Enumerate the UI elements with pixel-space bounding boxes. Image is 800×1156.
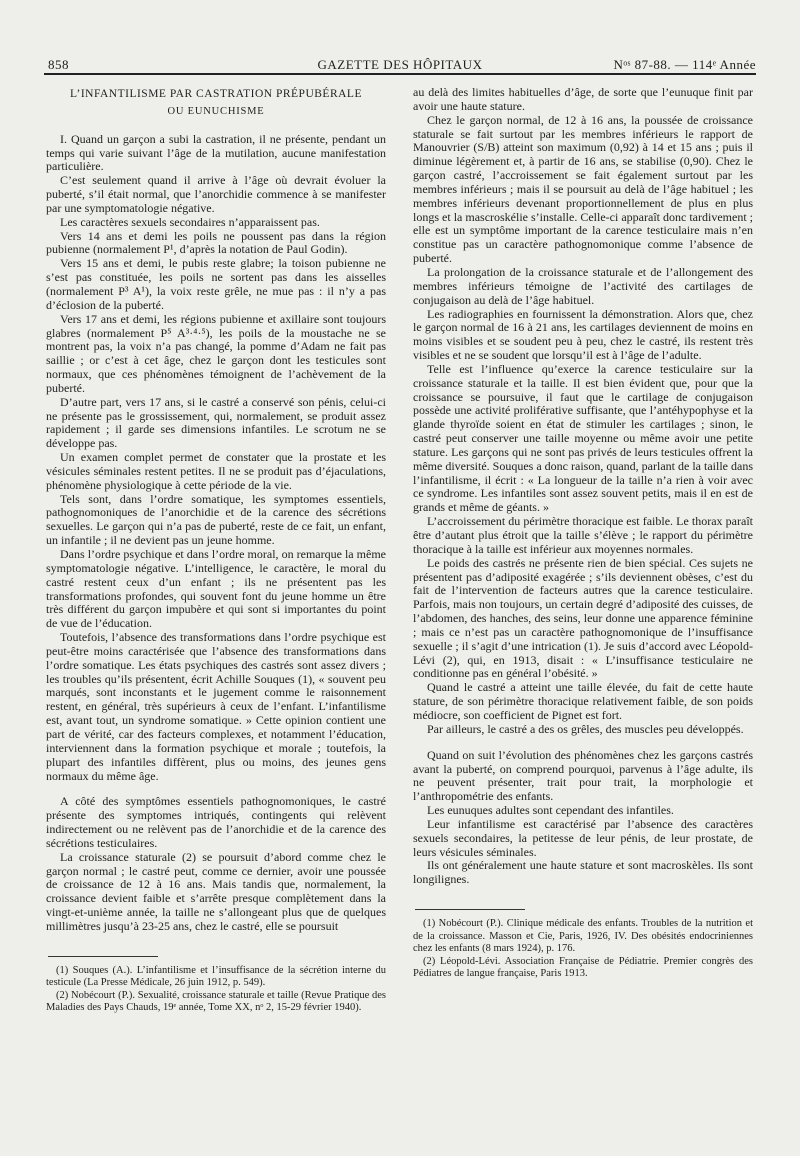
paragraph: Toutefois, l’absence des transformations dans l’ordre psychique est peut-être moins caractérisée que l’absence des transformations dans l’ordre somatique. Les états psychiques des castrés sont assez divers ; les troubles qu’ils présentent, écrit Achille Souques (1), « souvent peu marqués, sont inconstants et le jugement comme le raisonnement restent, en général, très supérieurs à ceux de l’enfant. L’infantilisme est, avant tout, un syndrome somatique. » Cette opinion contient une part de vérité, car des facteurs complexes, et notamment l’éducation, interviennent dans la formation psychique et morale ; toutefois, la plupart des infantiles diffèrent, plus ou moins, des jeunes gens normaux du même âge. bbox=[46, 630, 386, 783]
paragraph: Quand on suit l’évolution des phénomènes chez les garçons castrés avant la puberté, on comprend pourquoi, parvenus à l’âge adulte, ils ne peuvent présenter, trait pour trait, la morphologie et l’anthropométrie des enfants. bbox=[413, 747, 753, 804]
right-column bbox=[413, 86, 753, 981]
section-gap bbox=[413, 737, 753, 749]
footnote-rule bbox=[415, 909, 525, 910]
paragraph: Les radiographies en fournissent la démonstration. Alors que, chez le garçon normal de 16 à 21 ans, les cartilages deviennent de moins en moins visibles et se soudent peu à peu, chez le castré, ils restent très visibles et ne se soudent que lorsqu’il est à l’âge de l’adulte. bbox=[413, 306, 753, 363]
running-header bbox=[44, 55, 756, 73]
paragraph: Leur infantilisme est caractérisé par l’absence des caractères sexuels secondaires, la petitesse de leur pénis, de leur prostate, de leurs vésicules séminales. bbox=[413, 816, 753, 859]
paragraph: Les caractères sexuels secondaires n’apparaissent pas. bbox=[60, 214, 320, 229]
page-number: 858 bbox=[48, 57, 69, 72]
paragraph: L’accroissement du périmètre thoracique est faible. Le thorax paraît être d’autant plus étroit que la taille s’élève ; le rapport du périmètre thoracique à la taille est inférieur aux moyennes normales. bbox=[413, 514, 753, 556]
footnote: (1) Nobécourt (P.). Clinique médicale des enfants. Troubles de la nutrition et de la croissance. Masson et Cie, Paris, 1926, IV. Des obésités endocriniennes chez les enfants (8 mars 1924), p. 176. bbox=[413, 918, 753, 955]
paragraph: La croissance staturale (2) se poursuit d’abord comme chez le garçon normal ; le castré peut, comme ce dernier, avoir une poussée de croissance de 12 à 16 ans. Mais tandis que, normalement, la croissance devient faible et s’arrête presque complètement dans la vingt-et-unième année, la taille ne s’allongeant plus que de quelques millimètres jusqu’à 23-25 ans, chez le castré, elle se poursuit bbox=[46, 849, 386, 933]
paragraph: Quand le castré a atteint une taille élevée, du fait de cette haute stature, de son périmètre thoracique relativement faible, de son poids médiocre, son coefficient de Pignet est fort. bbox=[413, 680, 753, 722]
paragraph: Le poids des castrés ne présente rien de bien spécial. Ces sujets ne présentent pas d’adiposité exagérée ; s’ils deviennent obèses, c’est du fait de l’intervention de facteurs autres que la carence testiculaire. Parfois, mais non toujours, un certain degré d’adiposité des cuisses, de l’abdomen, des hanches, des seins, leur donne une apparence féminine ; mais ce n’est pas un caractère pathognomonique de l’insuffisance sexuelle ; il s’agit d’une intrication (1). Je suis d’accord avec Léopold-Lévi (2), qui, en 1913, disait : « L’insuffisance testiculaire ne conditionne pas en général l’obésité. » bbox=[413, 555, 753, 681]
footnote: (2) Léopold-Lévi. Association Française de Pédiatrie. Premier congrès des Pédiatres de langue française, Paris 1913. bbox=[413, 955, 753, 980]
paragraph: Vers 14 ans et demi les poils ne poussent pas dans la région pubienne (normalement P¹, d’après la notation de Paul Godin). bbox=[46, 228, 386, 257]
footnote: (2) Nobécourt (P.). Sexualité, croissance staturale et taille (Revue Pratique des Maladies des Pays Chauds, 19ᵉ année, Tome XX, nᵒ 2, 15-29 février 1940). bbox=[46, 989, 386, 1014]
running-title: GAZETTE DES HÔPITAUX bbox=[317, 57, 483, 72]
issue-info: Nᵒˢ 87-88. — 114ᵉ Année bbox=[613, 57, 756, 72]
paragraph: C’est seulement quand il arrive à l’âge où devrait évoluer la puberté, s’il était normal, que l’anorchidie commence à se manifester par une symptomatologie négative. bbox=[46, 173, 386, 215]
header-rule bbox=[44, 73, 756, 75]
paragraph: Ils ont généralement une haute stature et sont macroskèles. Ils sont longilignes. bbox=[413, 858, 753, 887]
paragraph: au delà des limites habituelles d’âge, de sorte que l’eunuque finit par avoir une haute stature. bbox=[413, 85, 753, 113]
paragraph: A côté des symptômes essentiels pathognomoniques, le castré présente des symptomes intriqués, contingents qui relèvent indirectement ou ne relèvent pas de l’anorchidie et de la carence des sécrétions testiculaires. bbox=[46, 794, 386, 850]
paragraph: Par ailleurs, le castré a des os grêles, des muscles peu développés. bbox=[427, 721, 744, 736]
paragraph: Vers 17 ans et demi, les régions pubienne et axillaire sont toujours glabres (normalement P⁵ A³·⁴·⁵), les poils de la moustache ne se montrent pas, la voix n’a pas changé, la pomme d’Adam ne fait pas saillie ; or c’est à cet âge, chez le garçon dont les testicules sont normaux, que ces phénomènes témoignent de l’achèvement de la puberté. bbox=[46, 311, 386, 395]
paragraph: Telle est l’influence qu’exerce la carence testiculaire sur la croissance staturale et la taille. Il est bien évident que, pour que la croissance se poursuive, il faut que le cartilage de conjugaison possède une activité proliférative suffisante, que l’antéhypophyse et la glande thyroïde soient en état de stimuler les cartilages ; sinon, le castré peut conserver une taille moyenne ou même avoir une petite stature. Les garçons qui ne sont pas privés de leurs testicules offrent la même diversité. Souques a donc raison, quand, parlant de la taille dans l’infantilisme, il écrit : « La longueur de la taille n’a rien à voir avec ce syndrome. Les infantiles sont assez souvent petits, mais il en est de grands et même de géants. » bbox=[413, 361, 753, 515]
section-title: L’INFANTILISME PAR CASTRATION PRÉPUBÉRALE bbox=[70, 88, 362, 100]
footnote-rule bbox=[48, 956, 158, 957]
section-subtitle: OU EUNUCHISME bbox=[167, 105, 265, 117]
paragraph: D’autre part, vers 17 ans, si le castré a conservé son pénis, celui-ci ne présente pas le grossissement, qui, normalement, se produit assez rapidement ; il garde ses dimensions infantiles. Le scrotum ne se développe pas. bbox=[46, 394, 386, 451]
paragraph: Les eunuques adultes sont cependant des infantiles. bbox=[427, 803, 674, 818]
paragraph: Chez le garçon normal, de 12 à 16 ans, la poussée de croissance staturale se fait surtout par les membres inférieurs le rapport de Manouvrier (S/B) atteint son maximum (0,92) à 14 et 15 ans ; puis il diminue légèrement et, à partir de 16 ans, se stabilise (0,90). Chez le garçon castré, l’accroissement se fait également surtout par les membres inférieurs ; mais il se poursuit au delà de l’âge habituel ; les membres inférieurs devenant proportionnellement de plus en plus longs et la mascroskélie s’installe. Celle-ci apparaît donc tardivement ; elle est un symptôme important de la carence testiculaire mais n’en constitue pas un caractère pathognomonique comme l’absence de puberté. bbox=[413, 112, 753, 266]
left-column bbox=[46, 86, 386, 1015]
paragraph: Tels sont, dans l’ordre somatique, les symptomes essentiels, pathognomoniques de l’anorchidie et de la carence des sécrétions sexuelles. Le garçon qui n’a pas de puberté, reste de ce fait, un enfant, un infantile ; il ne devient pas un jeune homme. bbox=[46, 491, 386, 548]
paragraph: La prolongation de la croissance staturale et de l’allongement des membres inférieurs témoigne de l’activité des cartilages de conjugaison au delà de l’âge habituel. bbox=[413, 264, 753, 307]
paragraph: Un examen complet permet de constater que la prostate et les vésicules séminales restent petites. Il ne se produit pas d’éjaculations, phénomène physiologique à cette période de la vie. bbox=[46, 450, 386, 492]
paragraph: Vers 15 ans et demi, le pubis reste glabre; la toison pubienne ne s’est pas constituée, les poils ne sortent pas dans les aisselles (normalement P³ A¹), la voix reste grêle, ne mue pas : il n’y a pas d’éclosion de la puberté. bbox=[46, 256, 386, 312]
paragraph: I. Quand un garçon a subi la castration, il ne présente, pendant un temps qui varie suivant l’âge de la mutilation, aucune manifestation particulière. bbox=[46, 131, 386, 174]
paragraph: Dans l’ordre psychique et dans l’ordre moral, on remarque la même symptomatologie négative. L’intelligence, le caractère, le moral du castré restent ceux d’un enfant ; ils ne présentent pas les transformations profondes, qui souvent font du jeune homme un être très différent du garçon impubère et qui sont si importantes du point de vue de l’éducation. bbox=[46, 547, 386, 631]
footnote: (1) Souques (A.). L’infantilisme et l’insuffisance de la sécrétion interne du testicule (La Presse Médicale, 26 juin 1912, p. 549). bbox=[46, 964, 386, 989]
